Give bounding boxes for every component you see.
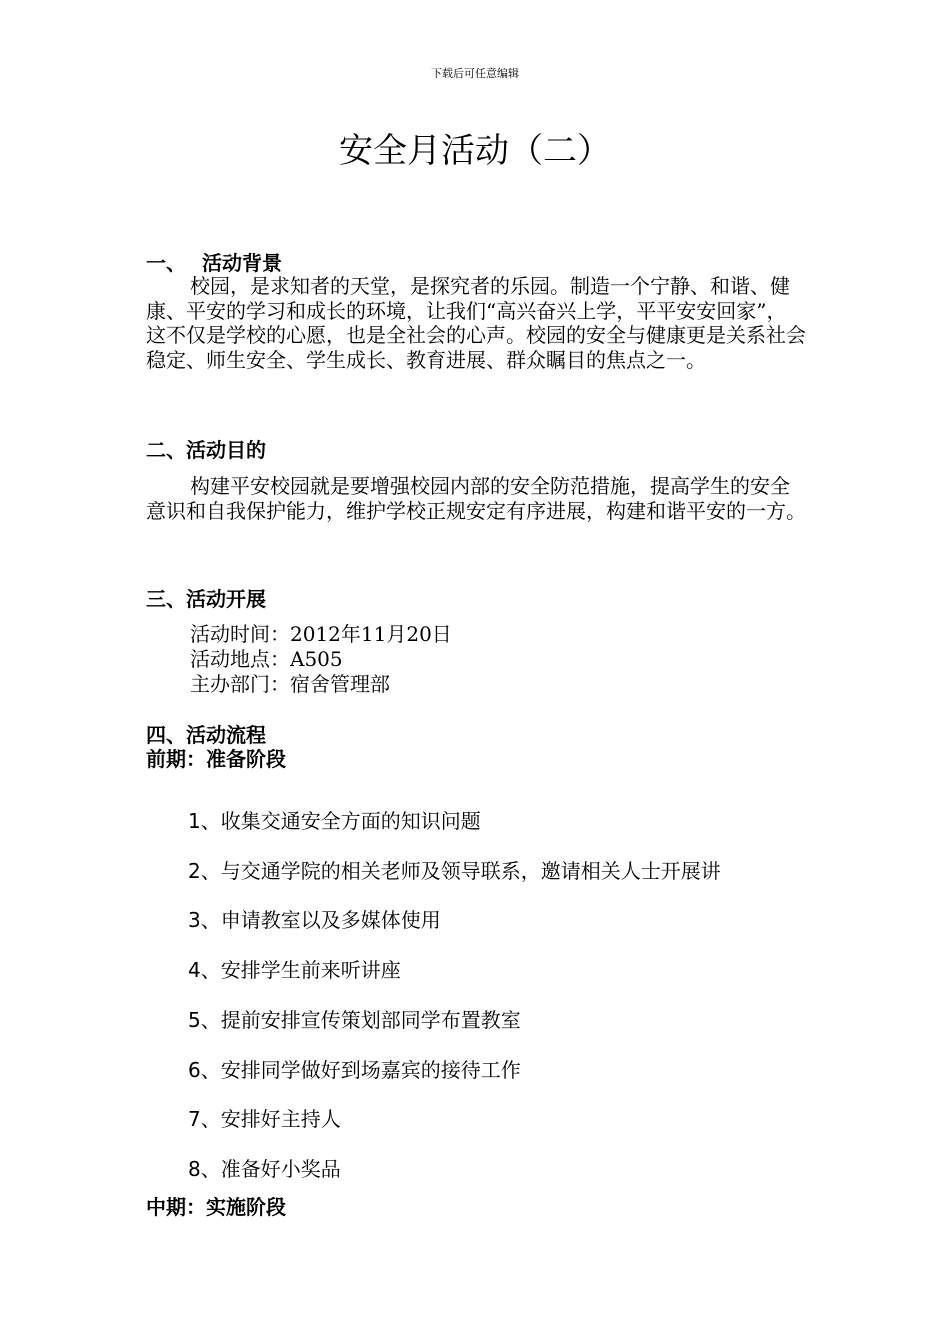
step-number: 1 xyxy=(188,809,201,833)
step-number: 6 xyxy=(188,1058,201,1082)
section-heading-purpose: 二、活动目的 xyxy=(146,438,266,462)
list-item xyxy=(188,1057,521,1083)
section-heading-background xyxy=(146,250,282,276)
list-item xyxy=(188,1106,341,1132)
purpose-paragraph: 构建平安校园就是要增强校园内部的安全防范措施，提高学生的安全意识和自我保护能力，维护学校正规安定有序进展，构建和谐平安的一方。 xyxy=(146,474,806,523)
header-note: 下载后可任意编辑 xyxy=(431,67,519,80)
step-text: 、收集交通安全方面的知识问题 xyxy=(200,809,481,833)
step-text: 、安排学生前来听讲座 xyxy=(200,958,401,982)
list-item xyxy=(188,1007,521,1033)
step-text: 、安排好主持人 xyxy=(200,1107,341,1131)
background-paragraph: 校园，是求知者的天堂，是探究者的乐园。制造一个宁静、和谐、健康、平安的学习和成长的环境，让我们“高兴奋兴上学，平平安安回家”，这不仅是学校的心愿，也是全社会的心声。校园的安全与健康更是关系社会稳定、师生安全、学生成长、教育进展、群众瞩目的焦点之一。 xyxy=(146,274,806,372)
list-item xyxy=(188,808,481,834)
step-number: 4 xyxy=(188,958,201,982)
section-heading-flow: 四、活动流程 xyxy=(146,723,266,747)
section-number: 一、 xyxy=(146,251,186,275)
list-item xyxy=(188,907,441,933)
list-item xyxy=(188,957,401,983)
step-number: 5 xyxy=(188,1008,201,1032)
step-text: 、申请教室以及多媒体使用 xyxy=(200,908,441,932)
step-text: 、与交通学院的相关老师及领导联系，邀请相关人士开展讲 xyxy=(200,859,721,883)
section-heading-conduct: 三、活动开展 xyxy=(146,587,266,611)
activity-department: 主办部门：宿舍管理部 xyxy=(190,672,390,696)
step-text: 、提前安排宣传策划部同学布置教室 xyxy=(200,1008,521,1032)
step-number: 8 xyxy=(188,1157,201,1181)
page-title: 安全月活动（二） xyxy=(339,131,611,171)
stage-heading-early: 前期：准备阶段 xyxy=(146,747,286,771)
section-heading-text: 活动背景 xyxy=(202,251,282,275)
step-text: 、安排同学做好到场嘉宾的接待工作 xyxy=(200,1058,521,1082)
step-number: 3 xyxy=(188,908,201,932)
list-item xyxy=(188,1156,341,1182)
activity-place: 活动地点：A505 xyxy=(190,647,343,671)
step-text: 、准备好小奖品 xyxy=(200,1157,341,1181)
list-item xyxy=(188,858,721,884)
step-number: 2 xyxy=(188,859,201,883)
stage-heading-mid: 中期：实施阶段 xyxy=(146,1195,286,1219)
step-number: 7 xyxy=(188,1107,201,1131)
activity-time: 活动时间：2012年11月20日 xyxy=(190,622,452,646)
